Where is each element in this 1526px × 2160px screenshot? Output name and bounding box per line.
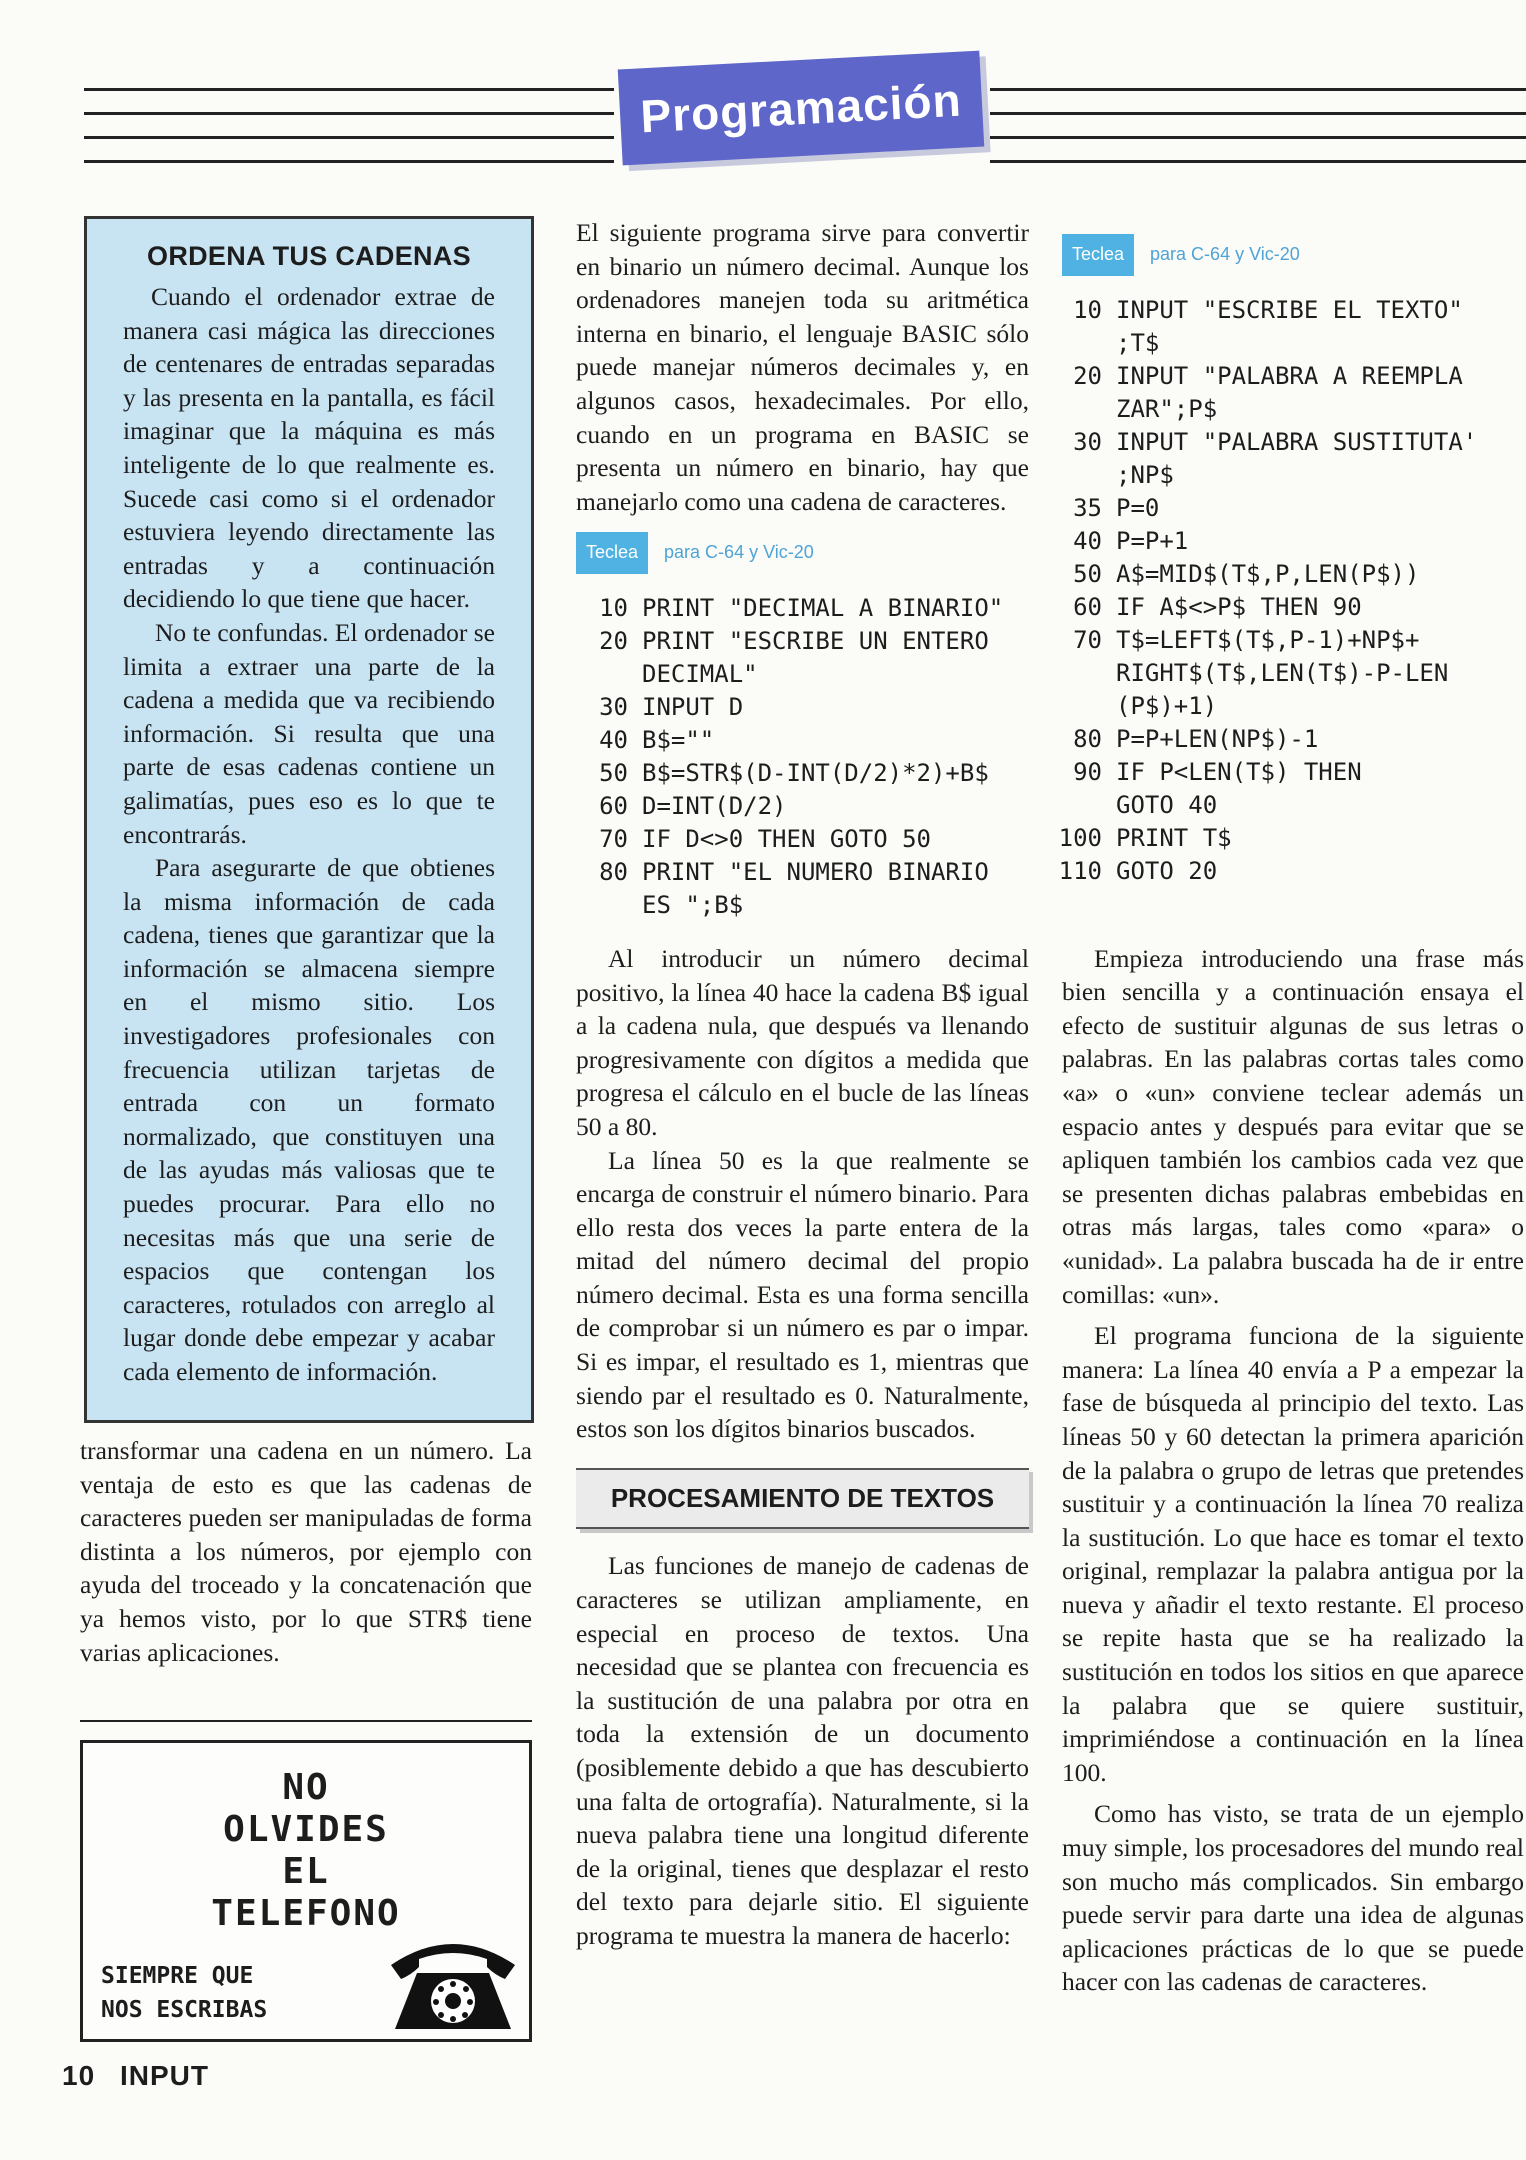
code-line-continuation: RIGHT$(T$,LEN(T$)-P-LEN [1116, 658, 1449, 687]
code-line: 70 T$=LEFT$(T$,P-1)+NP$+ [1073, 625, 1420, 654]
code-line: 110 GOTO 20 [1058, 856, 1218, 885]
code-line-continuation: ;T$ [1116, 328, 1160, 357]
advert-line: TELEFONO [211, 1893, 401, 1934]
code-line: 30 INPUT "PALABRA SUSTITUTA' [1073, 427, 1478, 456]
divider [80, 1720, 532, 1722]
body-paragraph: La línea 50 es la que realmente se encarga de construir el número binario. Para ello resta dos veces la parte entera de la mitad del número decimal del propio número decimal. Esta es una forma sencilla de comprobar si un número es par o impar. Si es impar, el resultado es 1, mientras que siendo par el resultado es 0. Naturalmente, estos son los dígitos binarios buscados. [576, 1145, 1029, 1444]
header-rule [84, 136, 614, 139]
body-paragraph: Como has visto, se trata de un ejemplo muy simple, los procesadores del mundo real son mucho más complicados. Sin embargo puede servir para darte una idea de algunas aplicaciones prácticas de lo que se puede hacer con las cadenas de caracteres. [1062, 1799, 1524, 1997]
code-line: 35 P=0 [1073, 493, 1160, 522]
code-line-continuation: ES ";B$ [642, 890, 744, 919]
telephone-icon [383, 1929, 523, 2037]
code-line-continuation: (P$)+1) [1116, 691, 1218, 720]
page-footer [62, 2060, 209, 2092]
code-listing [576, 592, 1029, 922]
code-line: 10 INPUT "ESCRIBE EL TEXTO" [1073, 295, 1463, 324]
header-rule [84, 88, 614, 91]
code-line-continuation: ;NP$ [1116, 460, 1174, 489]
code-line-continuation: ZAR";P$ [1116, 394, 1218, 423]
header-rule [990, 112, 1526, 115]
column-2 [576, 216, 1029, 1953]
sidebar-paragraph: Para asegurarte de que obtienes la misma información de cada cadena, tienes que garantizar que la información se almacena siempre en el mismo sitio. Los investigadores profesionales con frecuencia utilizan tarjetas de entrada con un formato normalizado, que constituyen una de las ayudas más valiosas que te puedes procurar. Para ello no necesitas más que una serie de espacios que contengan los caracteres, rotulados con arreglo al lugar donde debe empezar y acabar cada elemento de información. [123, 853, 495, 1386]
code-listing [1050, 294, 1524, 888]
advert-line: OLVIDES [223, 1809, 389, 1850]
code-line: 20 PRINT "ESCRIBE UN ENTERO [599, 626, 989, 655]
code-line: 50 B$=STR$(D-INT(D/2)*2)+B$ [599, 758, 989, 787]
code-line: 90 IF P<LEN(T$) THEN [1073, 757, 1362, 786]
header-rule [84, 160, 614, 163]
code-line-continuation: GOTO 40 [1116, 790, 1218, 819]
advert-line: NO [282, 1767, 330, 1808]
code-line: 80 P=P+LEN(NP$)-1 [1073, 724, 1319, 753]
code-line: 80 PRINT "EL NUMERO BINARIO [599, 857, 989, 886]
code-line: 60 D=INT(D/2) [599, 791, 787, 820]
column-1-tail [80, 1434, 532, 1669]
teclea-tag: Teclea [1062, 234, 1134, 276]
sidebar-box [84, 216, 534, 1423]
column-3 [1058, 216, 1524, 1999]
sidebar-paragraph: Cuando el ordenador extrae de manera casi mágica las direcciones de centenares de entradas separadas y las presenta en la pantalla, es fácil imaginar que la máquina es más inteligente de lo que realmente es. Sucede casi como si el ordenador estuviera leyendo directamente las entradas y a continuación decidiendo lo que tiene que hacer. [123, 282, 495, 614]
code-line: 30 INPUT D [599, 692, 744, 721]
code-line: 20 INPUT "PALABRA A REEMPLA [1073, 361, 1463, 390]
advert-box [80, 1740, 532, 2042]
advert-line: NOS ESCRIBAS [101, 1997, 268, 2023]
code-line: 60 IF A$<>P$ THEN 90 [1073, 592, 1362, 621]
header-rule [990, 136, 1526, 139]
advert-line: EL [282, 1851, 330, 1892]
code-line: 100 PRINT T$ [1058, 823, 1232, 852]
section-banner [618, 51, 985, 166]
teclea-platform: para C-64 y Vic-20 [664, 542, 814, 563]
sidebar-title: ORDENA TUS CADENAS [147, 241, 471, 271]
code-line: 50 A$=MID$(T$,P,LEN(P$)) [1073, 559, 1420, 588]
body-paragraph: El programa funciona de la siguiente manera: La línea 40 envía a P a empezar la fase de búsqueda al principio del texto. Las líneas 50 y 60 detectan la primera aparición de la palabra o grupo de letras que pretendes sustituir y a continuación la línea 70 realiza la sustitución. Lo que hace es tomar el texto original, remplazar la palabra antigua por la nueva y añadir el texto restante. El proceso se repite hasta que se ha realizado la sustitución en todos los sitios en que aparece la palabra que se quiere sustituir, imprimiéndose a continuación en la línea 100. [1062, 1321, 1524, 1787]
sidebar-paragraph: No te confundas. El ordenador se limita a extraer una parte de la cadena a medida que va recibiendo información. Si resulta que una parte de esas cadenas contiene un galimatías, pues eso es lo que te encontrarás. [123, 617, 495, 849]
body-paragraph: El siguiente programa sirve para convertir en binario un número decimal. Aunque los ordenadores manejen toda su aritmética interna en binario, el lenguaje BASIC sólo puede manejar números decimales y, en algunos casos, hexadecimales. Por ello, cuando en un programa en BASIC se presenta un número en binario, hay que manejarlo como una cadena de caracteres. [576, 218, 1029, 516]
magazine-name: INPUT [119, 2060, 209, 2091]
header-rule [990, 160, 1526, 163]
code-line: 70 IF D<>0 THEN GOTO 50 [599, 824, 931, 853]
body-paragraph: Las funciones de manejo de cadenas de caracteres se utilizan ampliamente, en especial en proceso de textos. Una necesidad que se plantea con frecuencia es la sustitución de una palabra por otra en toda la extensión de un documento (posiblemente debido a que has descubierto una falta de ortografía). Naturalmente, si la nueva palabra tiene una longitud diferente de la original, tienes que desplazar el resto del texto para dejarle sitio. El siguiente programa te muestra la manera de hacerlo: [576, 1551, 1029, 1950]
code-line: 40 B$="" [599, 725, 715, 754]
body-paragraph: Empieza introduciendo una frase más bien sencilla y a continuación ensaya el efecto de sustituir algunas de sus letras o palabras. En las palabras cortas tales como «a» o «un» conviene teclear además un espacio antes y después para evitar que se apliquen también los cambios cada vez que se presenten dichas palabras embebidas en otras más largas, tales como «para» o «unidad». La palabra buscada ha de ir entre comillas: «un». [1062, 943, 1524, 1309]
code-line: 10 PRINT "DECIMAL A BINARIO" [599, 593, 1004, 622]
body-paragraph: transformar una cadena en un número. La ventaja de esto es que las cadenas de caracteres pueden ser manipuladas de forma distinta a los números, por ejemplo con ayuda del troceado y la concatenación que ya hemos visto, por lo que STR$ tiene varias aplicaciones. [80, 1436, 532, 1667]
header-rule [84, 112, 614, 115]
code-line: 40 P=P+1 [1073, 526, 1189, 555]
teclea-tag: Teclea [576, 532, 648, 574]
page-number: 10 [62, 2060, 96, 2091]
teclea-label [576, 532, 1029, 574]
advert-line: SIEMPRE QUE [101, 1963, 254, 1989]
section-title: Programación [639, 73, 963, 143]
code-line-continuation: DECIMAL" [642, 659, 758, 688]
section-heading: PROCESAMIENTO DE TEXTOS [576, 1468, 1029, 1530]
teclea-platform: para C-64 y Vic-20 [1150, 244, 1300, 264]
teclea-label [1062, 234, 1524, 276]
header-rule [990, 88, 1526, 91]
body-paragraph: Al introducir un número decimal positivo, la línea 40 hace la cadena B$ igual a la cadena nula, que después va llenando progresivamente con dígitos a medida que progresa el cálculo en el bucle de las líneas 50 a 80. [576, 943, 1029, 1141]
